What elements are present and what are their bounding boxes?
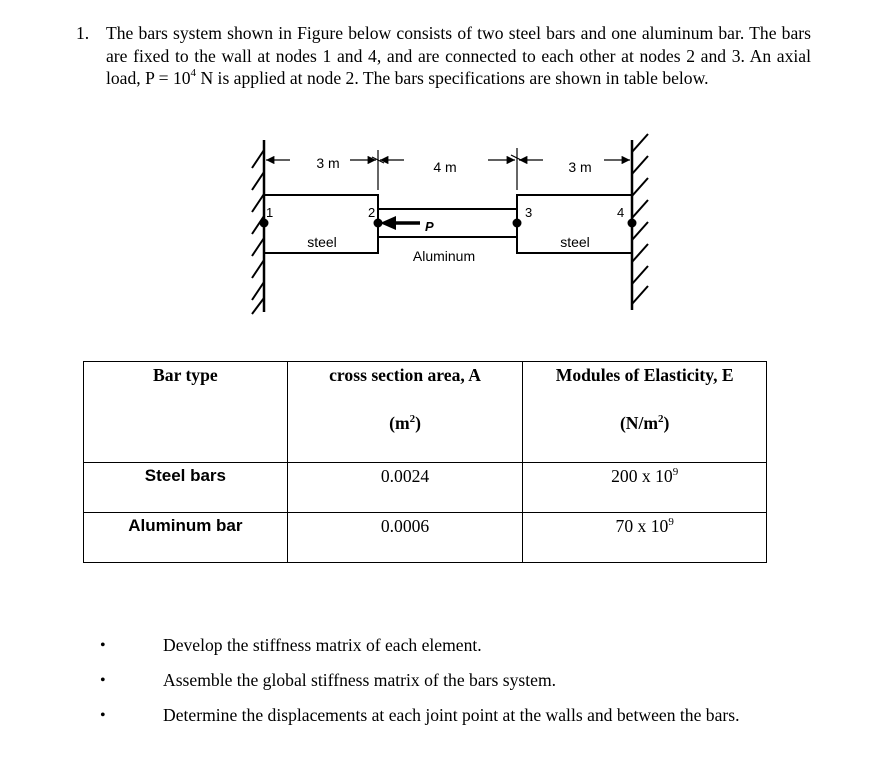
- task-text: Assemble the global stiffness matrix of the bars system.: [163, 670, 557, 690]
- dim-label-right: 3 m: [568, 159, 592, 175]
- load-exponent: 4: [190, 67, 197, 80]
- node-4-label: 4: [617, 205, 625, 220]
- bullet-icon: •: [100, 672, 106, 689]
- row-steel-modulus: 200 x $10^9$: [523, 463, 767, 513]
- dim-label-middle: 4 m: [433, 159, 457, 175]
- row-steel-type: Steel bars: [84, 463, 288, 513]
- table-row: [84, 513, 767, 563]
- bullet-icon: •: [100, 707, 106, 724]
- row-steel-area: 0.0024: [287, 463, 523, 513]
- node-3-label: 3: [525, 205, 533, 220]
- table-row: [84, 463, 767, 513]
- node-4-marker: [628, 219, 637, 228]
- header-modulus-unit: $(N/m^2)$: [619, 413, 670, 433]
- header-bar-type: Bar type: [84, 362, 288, 463]
- task-text: Determine the displacements at each joint point at the walls and between the bars.: [163, 705, 740, 725]
- table-header-row: [84, 362, 767, 463]
- specs-table: [83, 361, 767, 563]
- node-1-label: 1: [266, 205, 274, 220]
- task-text: Develop the stiffness matrix of each element.: [163, 635, 482, 655]
- problem-text-part2: N is applied at node 2. The bars specifications are shown in table below.: [196, 68, 709, 88]
- bar-label-steel-left: steel: [307, 234, 337, 250]
- row-aluminum-type: Aluminum bar: [84, 513, 288, 563]
- load-arrow: [380, 216, 420, 230]
- row-aluminum-area: 0.0006: [287, 513, 523, 563]
- header-area-unit: $(m^2)$: [389, 413, 421, 433]
- header-area: cross section area, A $(m^2)$: [287, 362, 523, 463]
- bar-label-steel-right: steel: [560, 234, 590, 250]
- node-2-label: 2: [368, 205, 376, 220]
- row-aluminum-modulus: 70 x $10^9$: [523, 513, 767, 563]
- node-3-marker: [513, 219, 522, 228]
- load-label: P: [425, 219, 434, 234]
- problem-number: 1.: [76, 23, 90, 43]
- header-modulus: Modules of Elasticity, E $(N/m^2)$: [523, 362, 767, 463]
- bar-label-aluminum: Aluminum: [412, 248, 476, 264]
- bullet-icon: •: [100, 637, 106, 654]
- dim-label-left: 3 m: [316, 155, 340, 171]
- problem-text-part1: The bars system shown in Figure below consists of two steel bars and one aluminum bar. The bars are fixed to the wall at nodes 1 and 4, and are connected to each other at nodes 2 and 3. An axial load, P = 10: [106, 23, 811, 88]
- bars-system-figure: [0, 0, 880, 360]
